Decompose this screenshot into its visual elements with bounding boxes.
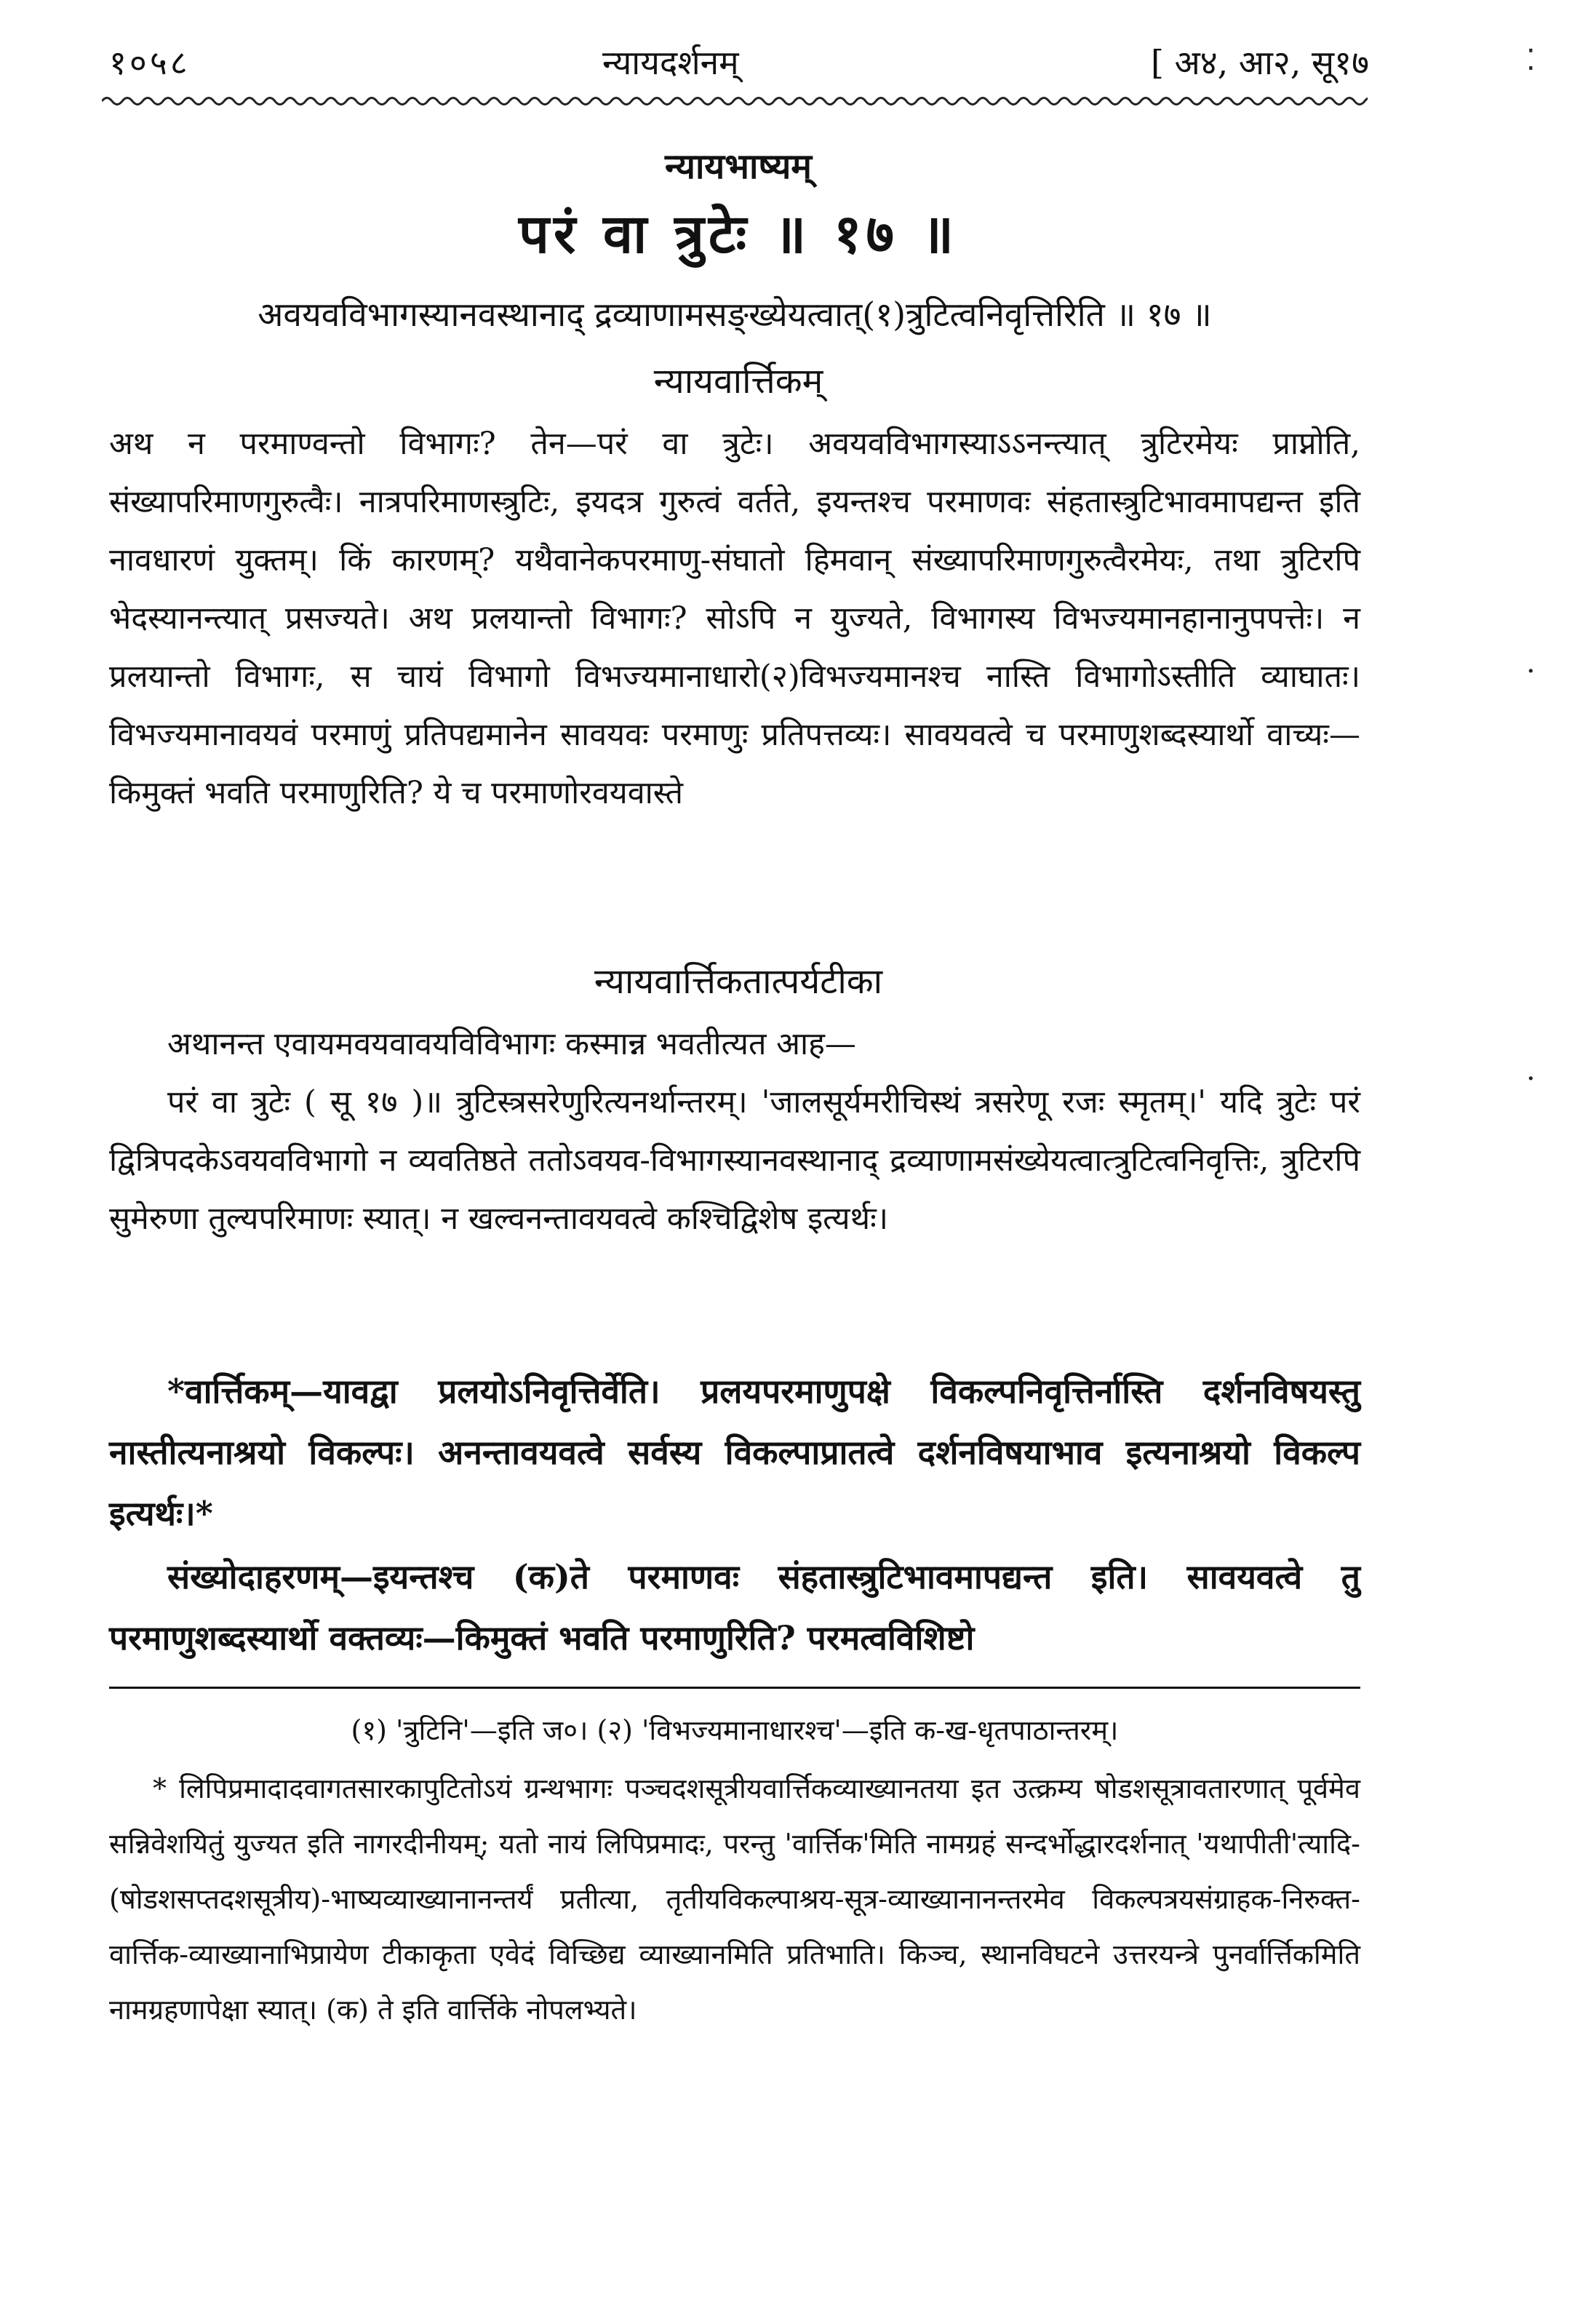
section-reference: [ अ४, आ२, सू१७ xyxy=(1151,43,1369,82)
sutra-text: परं वा त्रुटेः ॥ १७ ॥ xyxy=(518,203,959,266)
bhashya-heading: न्यायभाष्यम् xyxy=(664,146,813,187)
vartika-text: अथ न परमाण्वन्तो विभागः? तेन—परं वा त्रुटेः। अवयवविभागस्याऽऽनन्त्यात् त्रुटिरमेयः प्राप्नोति, संख्यापरिमाणगुरुत्वैः। नात्रपरिमाणस्त्रुटिः, इयदत्र गुरुत्वं वर्तते, इयन्तश्च परमाणवः संहतास्त्रुटिभावमापद्यन्त इति नावधारणं युक्तम्। किं कारणम्? यथैवानेकपरमाणु-संघातो हिमवान् संख्यापरिमाणगुरुत्वैरमेयः, तथा त्रुटिरपि भेदस्यानन्त्यात् प्रसज्यते। अथ प्रलयान्तो विभागः? सोऽपि न युज्यते, विभागस्य विभज्यमानहानानुपपत्तेः। न प्रलयान्तो विभागः, स चायं विभागो विभज्यमानाधारो(२)विभज्यमानश्च नास्ति विभागोऽस्तीति व्याघातः। विभज्यमानावयवं परमाणुं प्रतिपद्यमानेन सावयवः परमाणुः प्रतिपत्तव्यः। सावयवत्वे च परमाणुशब्दस्यार्थो वाच्यः—किमुक्तं भवति परमाणुरिति? ये च परमाणोरवयवास्ते xyxy=(109,426,1360,811)
running-head xyxy=(109,29,1369,95)
tika-example-paragraph: संख्योदाहरणम्—इयन्तश्च (क)ते परमाणवः संहतास्त्रुटिभावमापद्यन्त इति। सावयवत्वे तु परमाणुशब्दस्यार्थो वक्तव्यः—किमुक्तं भवति परमाणुरिति? परमत्वविशिष्टो xyxy=(109,1557,1360,1658)
running-title: न्यायदर्शनम् xyxy=(602,43,739,82)
margin-mark: ⁚ xyxy=(1526,44,1536,77)
vartika-heading: न्यायवार्त्तिकम् xyxy=(653,361,823,402)
bhashya-text: अवयवविभागस्यानवस्थानाद् द्रव्याणामसङ्ख्येयत्वात्(१)त्रुटित्वनिवृत्तिरिति ॥ १७ ॥ xyxy=(258,295,1212,334)
footnote-variants: (१) 'त्रुटिनि'—इति ज०। (२) 'विभज्यमानाधारश्च'—इति क-ख-धृतपाठान्तरम्। xyxy=(351,1714,1119,1746)
footnote-rule xyxy=(109,1687,1360,1689)
tika-paragraph: परं वा त्रुटेः ( सू १७ )॥ त्रुटिस्त्रसरेणुरित्यनर्थान्तरम्। 'जालसूर्यमरीचिस्थं त्रसरेणू रजः स्मृतम्।' यदि त्रुटेः परं द्वित्रिपदकेऽवयवविभागो न व्यवतिष्ठते ततोऽवयव-विभागस्यानवस्थानाद् द्रव्याणामसंख्येयत्वात्त्रुटित्वनिवृत्तिः, त्रुटिरपि सुमेरुणा तुल्यपरिमाणः स्यात्। न खल्वनन्तावयवत्वे कश्चिद्विशेष इत्यर्थः। xyxy=(109,1084,1360,1237)
tika-vartika-paragraph: *वार्त्तिकम्—यावद्वा प्रलयोऽनिवृत्तिर्वेति। प्रलयपरमाणुपक्षे विकल्पनिवृत्तिर्नास्ति दर्शनविषयस्तु नास्तीत्यनाश्रयो विकल्पः। अनन्तावयवत्वे सर्वस्य विकल्पाप्रातत्वे दर्शनविषयाभाव इत्यनाश्रयो विकल्प इत्यर्थः।* xyxy=(109,1372,1360,1533)
wavy-divider xyxy=(102,93,1368,109)
tika-intro: अथानन्त एवायमवयवावयविविभागः कस्मान्न भवतीत्यत आह— xyxy=(167,1026,856,1062)
footnote-note: * लिपिप्रमादादवागतसारकापुटितोऽयं ग्रन्थभागः पञ्चदशसूत्रीयवार्त्तिकव्याख्यानतया इत उत्क्रम्य षोडशसूत्रावतारणात् पूर्वमेव सन्निवेशयितुं युज्यत इति नागरदीनीयम्; यतो नायं लिपिप्रमादः, परन्तु 'वार्त्तिक'मिति नामग्रहं सन्दर्भोद्धारदर्शनात् 'यथापीती'त्यादि-(षोडशसप्तदशसूत्रीय)-भाष्यव्याख्यानानन्तर्यं प्रतीत्या, तृतीयविकल्पाश्रय-सूत्र-व्याख्यानानन्तरमेव विकल्पत्रयसंग्राहक-निरुक्त-वार्त्तिक-व्याख्यानाभिप्रायेण टीकाकृता एवेदं विच्छिद्य व्याख्यानमिति प्रतिभाति। किञ्च, स्थानविघटने उत्तरयन्त्रे पुनर्वार्त्तिकमिति नामग्रहणापेक्षा स्यात्। (क) ते इति वार्त्तिके नोपलभ्यते। xyxy=(109,1772,1360,2026)
margin-mark: · xyxy=(1526,1062,1536,1096)
tika-heading: न्यायवार्त्तिकतात्पर्यटीका xyxy=(594,961,883,1002)
page-number: १०५८ xyxy=(109,43,191,82)
margin-mark: · xyxy=(1526,655,1536,688)
